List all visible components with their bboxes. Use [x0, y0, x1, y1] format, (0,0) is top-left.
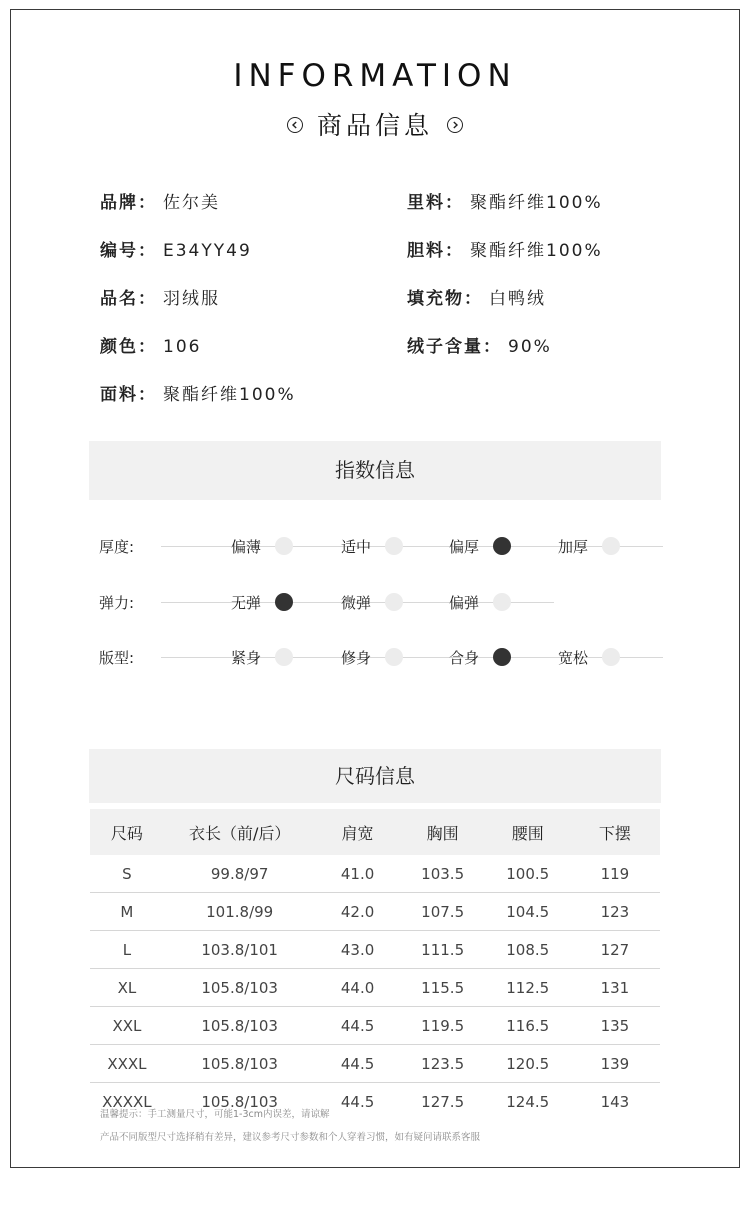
index-dot — [385, 537, 403, 555]
size-header-cell: 尺码 — [90, 809, 164, 855]
size-cell: S — [90, 855, 164, 893]
table-row — [90, 931, 660, 969]
size-cell: 112.5 — [486, 969, 570, 1007]
size-header-cell: 下摆 — [570, 809, 660, 855]
index-dot — [275, 537, 293, 555]
index-dot — [275, 648, 293, 666]
size-cell: 124.5 — [506, 1092, 550, 1111]
table-row — [90, 1045, 660, 1083]
size-cell: 143 — [600, 1092, 630, 1111]
size-cell: XL — [90, 969, 164, 1007]
size-cell: 104.5 — [486, 893, 570, 931]
index-row-thickness — [99, 536, 669, 556]
info-key: 品名： — [100, 289, 157, 309]
index-dot — [385, 593, 403, 611]
info-key: 面料： — [100, 385, 157, 405]
info-key: 编号： — [100, 241, 157, 261]
size-header-cell: 衣长（前/后） — [164, 809, 316, 855]
info-value: 白鸭绒 — [489, 289, 546, 309]
table-row — [90, 969, 660, 1007]
info-key: 颜色： — [100, 337, 157, 357]
index-option: 微弹 — [341, 594, 372, 612]
index-option: 偏弹 — [449, 594, 480, 612]
size-cell: 115.5 — [400, 969, 486, 1007]
index-dot — [385, 648, 403, 666]
size-cell: 44.5 — [316, 1007, 400, 1045]
size-cell: 41.0 — [316, 855, 400, 893]
size-cell: 43.0 — [316, 931, 400, 969]
table-row — [90, 855, 660, 893]
title-chinese — [0, 106, 750, 142]
index-dot — [602, 537, 620, 555]
info-key: 品牌： — [100, 193, 157, 213]
info-down-content — [407, 332, 552, 357]
size-cell: XXL — [90, 1007, 164, 1045]
index-option: 合身 — [449, 649, 480, 667]
info-color — [100, 332, 201, 357]
size-cell: 44.0 — [316, 969, 400, 1007]
size-header-cell: 胸围 — [400, 809, 486, 855]
size-cell: 103.5 — [400, 855, 486, 893]
size-cell: L — [90, 931, 164, 969]
info-filling — [407, 284, 546, 309]
index-option: 宽松 — [558, 649, 589, 667]
table-row — [90, 893, 660, 931]
info-key: 里料： — [407, 193, 464, 213]
index-section-title: 指数信息 — [89, 441, 661, 500]
info-fabric — [100, 380, 296, 405]
index-label: 弹力: — [99, 594, 135, 612]
info-value: 106 — [163, 337, 202, 357]
info-value: 羽绒服 — [163, 289, 220, 309]
size-cell: 108.5 — [486, 931, 570, 969]
size-cell: 111.5 — [400, 931, 486, 969]
info-name — [100, 284, 220, 309]
size-cell: 127.5 — [421, 1092, 465, 1111]
size-cell: 119 — [570, 855, 660, 893]
size-header-cell: 腰围 — [486, 809, 570, 855]
size-cell: 105.8/103 — [201, 1092, 278, 1111]
info-lining — [407, 188, 603, 213]
size-cell: XXXL — [90, 1045, 164, 1083]
size-cell: XXXXL — [102, 1092, 152, 1111]
info-value: 聚酯纤维100% — [470, 241, 603, 261]
title-chinese-text: 商品信息 — [316, 111, 433, 140]
size-cell: 139 — [570, 1045, 660, 1083]
info-key: 胆料： — [407, 241, 464, 261]
info-value: E34YY49 — [163, 241, 252, 261]
size-cell: 101.8/99 — [164, 893, 316, 931]
index-label: 版型: — [99, 649, 135, 667]
info-value: 90% — [508, 337, 552, 357]
size-cell: 103.8/101 — [164, 931, 316, 969]
size-cell: 99.8/97 — [164, 855, 316, 893]
info-value: 聚酯纤维100% — [470, 193, 603, 213]
size-cell: 131 — [570, 969, 660, 1007]
index-option: 偏厚 — [449, 538, 480, 556]
size-cell: 105.8/103 — [164, 1045, 316, 1083]
index-option: 无弹 — [231, 594, 262, 612]
index-label: 厚度: — [99, 538, 135, 556]
size-cell: 123 — [570, 893, 660, 931]
info-brand — [100, 188, 220, 213]
size-table-header — [90, 809, 660, 855]
size-cell: 116.5 — [486, 1007, 570, 1045]
index-option: 加厚 — [558, 538, 589, 556]
size-cell: 120.5 — [486, 1045, 570, 1083]
table-row — [90, 1007, 660, 1045]
index-option: 偏薄 — [231, 538, 262, 556]
index-dot — [493, 593, 511, 611]
info-key: 填充物： — [407, 289, 483, 309]
size-cell: 105.8/103 — [164, 1007, 316, 1045]
arrow-left-icon — [287, 117, 303, 133]
info-code — [100, 236, 252, 261]
arrow-right-icon — [447, 117, 463, 133]
index-dot-selected — [493, 648, 511, 666]
index-dot — [602, 648, 620, 666]
size-cell: 105.8/103 — [164, 969, 316, 1007]
index-row-elasticity — [99, 592, 669, 612]
size-cell: 119.5 — [400, 1007, 486, 1045]
info-value: 佐尔美 — [163, 193, 220, 213]
title-english: INFORMATION — [233, 58, 517, 94]
index-option: 适中 — [341, 538, 372, 556]
index-dot-selected — [493, 537, 511, 555]
size-cell: 135 — [570, 1007, 660, 1045]
index-row-fit — [99, 647, 669, 667]
index-option: 紧身 — [231, 649, 262, 667]
size-cell: M — [90, 893, 164, 931]
size-cell: 107.5 — [400, 893, 486, 931]
size-cell: 44.5 — [316, 1045, 400, 1083]
size-section-title: 尺码信息 — [89, 749, 661, 803]
note-fit-advice: 产品不同版型尺寸选择稍有差异，建议参考尺寸参数和个人穿着习惯，如有疑问请联系客服 — [100, 1132, 481, 1143]
note-measurement: 温馨提示：手工测量尺寸，可能1-3cm内误差，请谅解 — [100, 1109, 330, 1120]
size-cell: 123.5 — [400, 1045, 486, 1083]
size-cell: 100.5 — [486, 855, 570, 893]
size-header-cell: 肩宽 — [316, 809, 400, 855]
size-table — [90, 809, 660, 1120]
size-cell: 127 — [570, 931, 660, 969]
info-key: 绒子含量： — [407, 337, 502, 357]
index-option: 修身 — [341, 649, 372, 667]
index-dot-selected — [275, 593, 293, 611]
info-value: 聚酯纤维100% — [163, 385, 296, 405]
info-inner — [407, 236, 603, 261]
size-cell: 44.5 — [340, 1092, 375, 1111]
size-cell: 42.0 — [316, 893, 400, 931]
